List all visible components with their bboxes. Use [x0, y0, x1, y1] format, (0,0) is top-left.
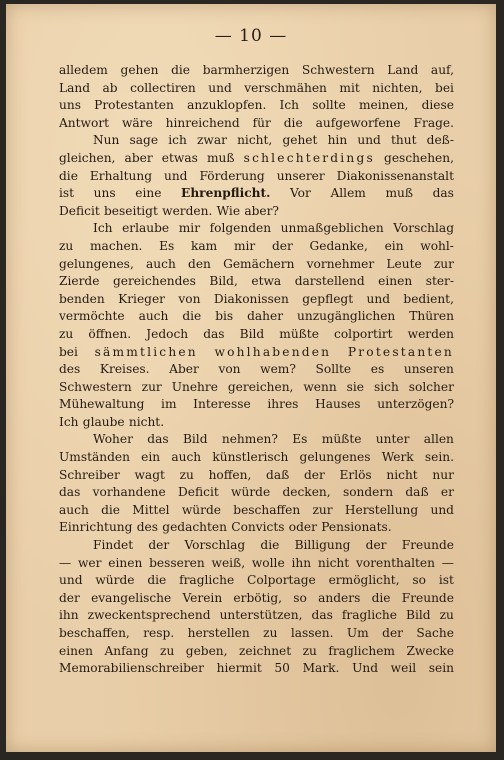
word: vorhandene [92, 485, 166, 500]
word: collectiren [130, 80, 196, 95]
word: auch [138, 309, 169, 324]
word: die [260, 538, 280, 553]
word: die [101, 502, 120, 517]
word: gereichendes [112, 274, 196, 289]
word: glaube [82, 414, 125, 429]
word: das [147, 432, 169, 447]
word: Leute [386, 256, 422, 271]
word: fragliche [179, 573, 235, 588]
word: die [59, 168, 78, 183]
word: und [366, 291, 391, 306]
word: der [365, 538, 387, 553]
text-line [59, 150, 454, 168]
word: Bild, [209, 274, 238, 289]
word: verschmähen [244, 80, 327, 95]
word: Protestanten [347, 344, 454, 359]
word: zu [263, 626, 278, 640]
text-line [59, 449, 454, 467]
word: von [178, 291, 201, 306]
word: und [430, 502, 454, 517]
word: zur [312, 502, 333, 517]
word: würde [181, 502, 221, 517]
word: zwar [196, 133, 227, 148]
word: Land [59, 80, 91, 95]
text-line [59, 537, 454, 555]
word: wagt [134, 467, 165, 482]
word: ich [168, 133, 187, 148]
word: sollte [312, 98, 346, 113]
word: das [203, 326, 225, 341]
text-line [59, 80, 454, 98]
word: Mark. [302, 661, 340, 676]
word: colportirt [334, 326, 393, 341]
word: zur [433, 256, 454, 271]
word: alledem [59, 63, 108, 77]
word: Ehrenpflicht. [181, 186, 271, 201]
word: werden. [162, 203, 213, 218]
text-line [59, 185, 454, 203]
word: muß [206, 150, 235, 165]
text-line [59, 168, 454, 186]
word: gepflegt [302, 291, 354, 306]
word: folgenden [209, 221, 272, 236]
word: Vorschlag [184, 538, 246, 553]
word: mir [233, 238, 256, 253]
word: thut [391, 133, 417, 148]
word: aufgeworfene [315, 115, 401, 130]
word: Thüren [409, 309, 454, 324]
word: anders [318, 590, 361, 605]
word: Allem [330, 186, 366, 201]
word: sage [129, 133, 159, 148]
word: beschaffen [233, 502, 301, 517]
text-line [59, 238, 454, 256]
word: daher [247, 309, 284, 324]
word: Kreises. [99, 362, 150, 377]
word: — [441, 555, 454, 570]
text-line [59, 361, 454, 379]
word: wäre [121, 115, 153, 130]
word: wohl- [420, 238, 454, 253]
word: der [303, 467, 325, 482]
word: Pensionats. [321, 520, 392, 535]
word: den [188, 256, 211, 271]
word: fraglichem [328, 643, 395, 658]
word: Um [346, 626, 369, 640]
word: Bild [406, 608, 431, 623]
word: ihn [59, 608, 79, 623]
word: Billigung [294, 538, 351, 553]
word: Protestanten [94, 98, 174, 113]
word: Sache [416, 626, 454, 640]
word: wer [77, 555, 102, 570]
word: zu [59, 326, 74, 341]
word: das [311, 608, 333, 623]
word: Ich [93, 221, 113, 236]
word: zu [160, 643, 175, 658]
word: unzugänglichen [297, 309, 396, 324]
word: Vor [290, 186, 311, 201]
word: Gemächern [223, 256, 295, 271]
word: zu [439, 608, 454, 623]
word: Ich [59, 414, 79, 429]
word: einen [59, 643, 94, 658]
word: künstlerisch [212, 450, 289, 465]
word: wohlhabenden [214, 344, 332, 359]
body-text [59, 62, 454, 678]
word: Vorschlag [393, 221, 454, 236]
word: wolle [251, 555, 285, 570]
word: der [148, 538, 170, 553]
word: sämmtlichen [94, 344, 198, 359]
word: der [59, 590, 80, 605]
word: etwa [251, 274, 282, 289]
word: ihres [267, 397, 299, 412]
word: Anfang [104, 643, 149, 658]
word: er [440, 485, 454, 500]
text-line [59, 484, 454, 502]
word: sich [373, 379, 399, 394]
word: lassen. [290, 626, 334, 640]
word: gehet [282, 133, 318, 148]
word: Gedanke, [309, 238, 368, 253]
word: sein. [424, 450, 454, 465]
word: Antwort [59, 115, 110, 130]
word: unseren [403, 362, 454, 377]
word: Mittel [132, 502, 170, 517]
word: hin [327, 133, 348, 148]
word: nicht [317, 555, 350, 570]
word: gereichen, [227, 379, 294, 394]
word: einen [108, 555, 143, 570]
word: unmaßgeblichen [280, 221, 384, 236]
text-line [59, 414, 454, 432]
text-line [59, 344, 454, 362]
word: Deficit [178, 485, 219, 500]
word: von [218, 362, 241, 377]
word: Sollte [315, 362, 352, 377]
text-line [59, 62, 454, 80]
word: zu [59, 238, 74, 253]
word: schlechterdings [243, 150, 375, 165]
word: deß- [426, 133, 454, 148]
word: einen [378, 274, 413, 289]
word: Freunde [401, 538, 454, 553]
book-page [6, 4, 496, 752]
text-line [59, 97, 454, 115]
word: so [293, 590, 307, 605]
word: und [59, 573, 83, 588]
word: bei [59, 344, 78, 359]
word: im [161, 397, 177, 412]
text-line [59, 396, 454, 414]
word: beschaffen, [59, 626, 130, 640]
text-line [59, 625, 454, 643]
word: Colportage [247, 573, 316, 588]
word: daß [266, 467, 290, 482]
word: gleichen, [59, 150, 116, 165]
word: Bild [182, 432, 208, 447]
word: ist [59, 186, 75, 201]
word: vermöchte [59, 309, 125, 324]
word: uns [93, 186, 116, 201]
word: nur [432, 467, 454, 482]
word: bis [215, 309, 234, 324]
word: ab [102, 80, 118, 95]
text-line [59, 291, 454, 309]
word: ein [384, 238, 404, 253]
word: Zwecke [406, 643, 454, 658]
word: ihn [291, 555, 312, 570]
word: nichten, [372, 80, 423, 95]
word: Erlös [339, 467, 372, 482]
word: fragliche [341, 608, 397, 623]
word: machen. [90, 238, 143, 253]
word: Werk [381, 450, 414, 465]
word: die [283, 115, 303, 130]
word: uns [59, 98, 81, 113]
word: bedient, [403, 291, 454, 306]
word: wem? [260, 362, 296, 377]
word: oder [288, 520, 317, 535]
word: vorenthalten [355, 555, 435, 570]
text-line [59, 326, 454, 344]
word: der [382, 626, 403, 640]
word: zeichnet [238, 643, 292, 658]
word: sein [428, 661, 454, 676]
word: Woher [93, 432, 133, 447]
word: Aber [169, 362, 199, 377]
word: meinen, [358, 98, 409, 113]
word: gedachten [162, 520, 227, 535]
word: Schwestern [59, 379, 132, 394]
word: Schreiber [59, 467, 120, 482]
word: sondern [342, 485, 394, 500]
word: Und [352, 661, 379, 676]
word: Deficit [59, 203, 100, 218]
text-line [59, 379, 454, 397]
word: bei [435, 80, 454, 95]
word: der [271, 238, 293, 253]
word: müßte [321, 432, 362, 447]
word: vornehmer [306, 256, 375, 271]
word: das [59, 485, 81, 500]
word: herstellen [187, 626, 250, 640]
word: Krieger [118, 291, 166, 306]
word: Bild [239, 326, 265, 341]
word: die [171, 63, 191, 77]
word: Ich [279, 98, 300, 113]
text-line [59, 115, 454, 133]
word: mir [178, 221, 201, 236]
word: weil [390, 661, 417, 676]
word: Mühewaltung [59, 397, 145, 412]
word: gelungenes, [59, 256, 134, 271]
text-line [59, 467, 454, 485]
word: resp. [143, 626, 175, 640]
word: weiß, [211, 555, 246, 570]
word: so [412, 573, 427, 588]
word: Es [292, 432, 308, 447]
text-line [59, 555, 454, 573]
word: die [371, 590, 391, 605]
word: Herstellung [344, 502, 419, 517]
text-line [59, 203, 454, 221]
word: unterstützen, [219, 608, 303, 623]
word: hinreichend [165, 115, 240, 130]
word: Hauses [315, 397, 361, 412]
word: und [163, 168, 188, 183]
word: auch [171, 450, 202, 465]
text-line [59, 132, 454, 150]
word: Jedoch [146, 326, 189, 341]
word: für [252, 115, 271, 130]
word: müßte [279, 326, 319, 341]
word: Diakonissen [213, 291, 289, 306]
word: aber? [244, 203, 279, 218]
word: hiermit [216, 661, 262, 676]
word: erlaube [122, 221, 170, 236]
text-line [59, 643, 454, 661]
word: geben, [185, 643, 228, 658]
word: Erhaltung [89, 168, 153, 183]
word: 50 [274, 661, 290, 676]
word: Schwestern [301, 63, 375, 77]
word: erbötig, [233, 590, 283, 605]
word: ein [141, 450, 161, 465]
word: ster- [425, 274, 454, 289]
word: zu [179, 467, 194, 482]
word: zu [302, 643, 317, 658]
word: Interesse [193, 397, 251, 412]
word: nehmen? [221, 432, 278, 447]
word: hoffen, [208, 467, 252, 482]
word: mit [339, 80, 360, 95]
word: Zierde [59, 274, 100, 289]
word: ist [438, 573, 454, 588]
word: etwas [161, 150, 198, 165]
word: ermöglicht, [328, 573, 400, 588]
word: die [147, 573, 167, 588]
word: allen [423, 432, 454, 447]
word: Frage. [413, 115, 454, 130]
word: besseren [149, 555, 205, 570]
word: es [370, 362, 385, 377]
word: unter [375, 432, 410, 447]
word: anzuklopfen. [187, 98, 267, 113]
word: Findet [93, 538, 134, 553]
text-line [59, 590, 454, 608]
word: unterzögen? [377, 397, 454, 412]
word: darstellend [294, 274, 365, 289]
word: Umständen [59, 450, 130, 465]
word: nicht. [128, 414, 165, 429]
word: auch [146, 256, 176, 271]
word: eine [135, 186, 162, 201]
word: Freunde [401, 590, 454, 605]
word: nicht, [237, 133, 273, 148]
word: evangelische [91, 590, 172, 605]
text-line [59, 502, 454, 520]
text-line [59, 308, 454, 326]
word: geschehen, [384, 150, 454, 165]
word: benden [59, 291, 105, 306]
page-number: — 10 — [214, 26, 288, 46]
word: Convicts [231, 520, 285, 535]
word: daß [405, 485, 429, 500]
text-line [59, 519, 454, 537]
word: zur [141, 379, 162, 394]
word: muß [385, 186, 413, 201]
word: kam [191, 238, 218, 253]
word: das [432, 186, 454, 201]
word: Memorabilienschreiber [59, 661, 204, 676]
word: sie [346, 379, 365, 394]
word: diese [421, 98, 454, 113]
word: Verein [182, 590, 223, 605]
word: werden [407, 326, 454, 341]
word: Unehre [171, 379, 218, 394]
text-line [59, 607, 454, 625]
word: Land [387, 63, 419, 77]
word: Es [159, 238, 175, 253]
word: die [182, 309, 202, 324]
text-line [59, 273, 454, 291]
text-line [59, 572, 454, 590]
word: solcher [408, 379, 454, 394]
word: gehen [120, 63, 159, 77]
word: unserer [276, 168, 325, 183]
word: wenn [303, 379, 337, 394]
word: auf, [430, 63, 454, 77]
text-line [59, 660, 454, 678]
word: auch [59, 502, 89, 517]
text-line [59, 220, 454, 238]
word: würde [231, 485, 271, 500]
word: des [136, 520, 158, 535]
word: öffnen. [88, 326, 132, 341]
word: nicht [386, 467, 418, 482]
word: Diakonissenanstalt [336, 168, 454, 183]
word: und [357, 133, 381, 148]
word: Förderung [199, 168, 265, 183]
word: decken, [282, 485, 331, 500]
word: und [208, 80, 232, 95]
text-line [59, 256, 454, 274]
word: Einrichtung [59, 520, 133, 535]
word: Nun [93, 133, 120, 148]
word: zweckentsprechend [87, 608, 211, 623]
word: des [59, 362, 81, 377]
word: würde [95, 573, 135, 588]
word: gelungenes [299, 450, 371, 465]
word: barmherzigen [202, 63, 290, 77]
word: beseitigt [104, 203, 158, 218]
word: Wie [216, 203, 241, 218]
word: — [59, 555, 72, 570]
text-line [59, 431, 454, 449]
word: aber [124, 150, 153, 165]
